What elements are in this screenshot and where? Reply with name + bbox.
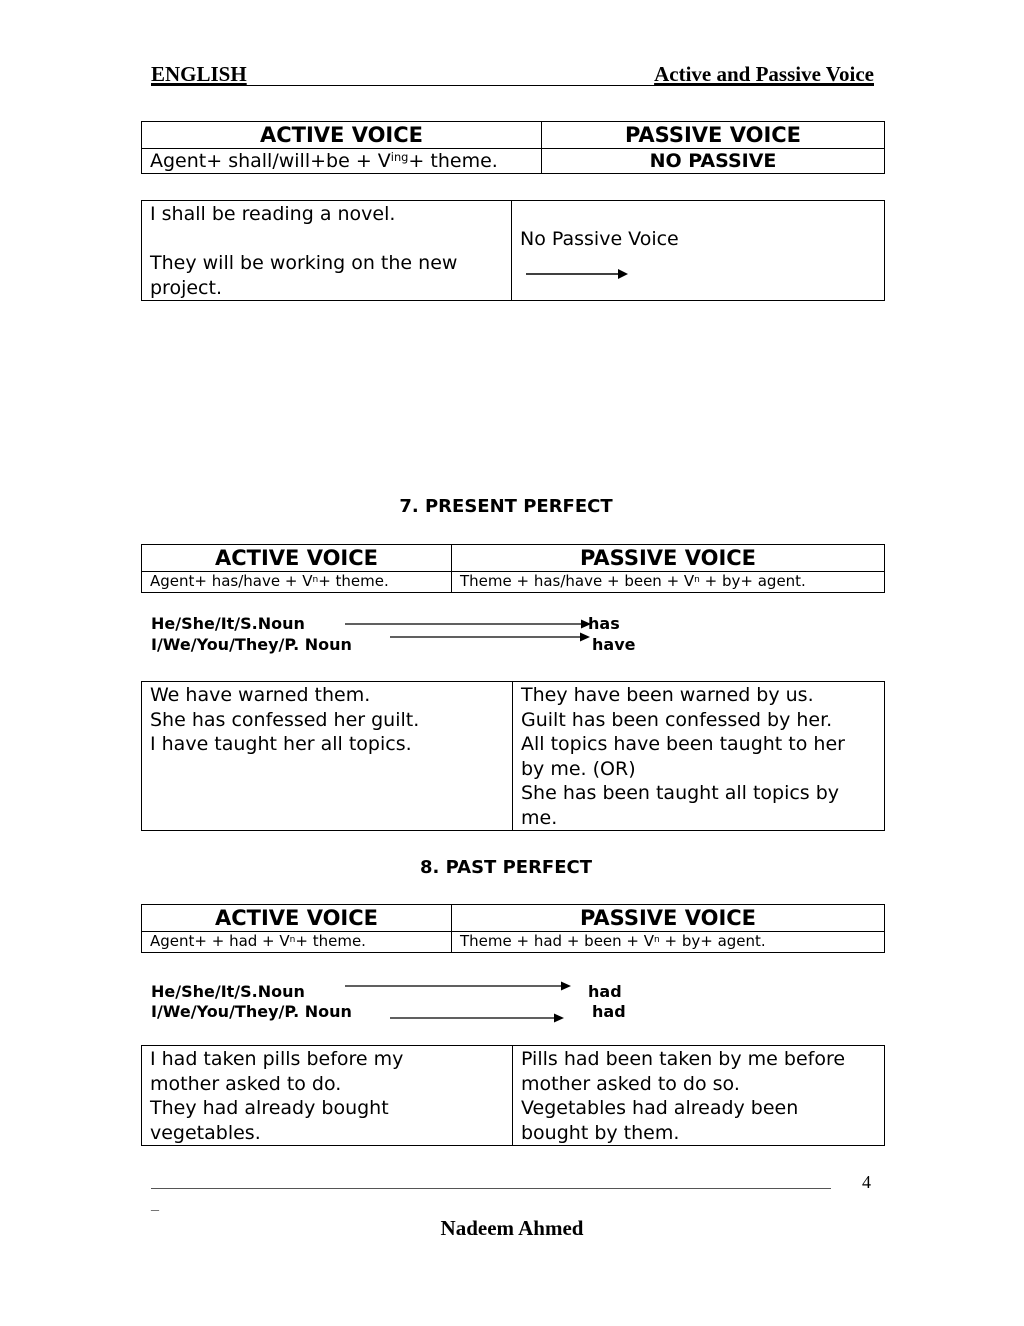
map-verb-singular: has	[588, 614, 620, 633]
example-line: by me. (OR)	[521, 757, 636, 780]
header-topic: Active and Passive Voice	[654, 62, 874, 86]
arrow-right-icon	[390, 1010, 564, 1026]
passive-formula: NO PASSIVE	[542, 149, 885, 174]
example-line: Guilt has been confessed by her.	[521, 708, 833, 731]
map-verb-plural: had	[592, 1002, 626, 1021]
example-line: I have taught her all topics.	[150, 733, 412, 755]
example-line: bought by them.	[521, 1121, 680, 1144]
arrow-right-icon	[520, 266, 630, 282]
example-line: Vegetables had already been	[521, 1097, 799, 1119]
no-passive-text: No Passive Voice	[520, 228, 679, 250]
example-line: They will be working on the new	[150, 252, 458, 274]
example-line: project.	[150, 276, 222, 299]
author-name: Nadeem Ahmed	[440, 1216, 584, 1240]
example-line: I shall be reading a novel.	[150, 203, 396, 225]
active-formula: Agent+ shall/will+be + $V^{ing}+$ theme.	[142, 149, 542, 174]
example-line: I had taken pills before my	[150, 1048, 404, 1070]
future-continuous-examples-table	[141, 200, 885, 301]
active-examples	[142, 201, 512, 301]
header-rule	[151, 85, 874, 86]
example-line: mother asked to do so.	[521, 1072, 740, 1095]
active-voice-heading: ACTIVE VOICE	[142, 122, 542, 149]
example-line: Pills had been taken by me before	[521, 1048, 846, 1070]
passive-examples	[512, 201, 885, 301]
map-subject-singular: He/She/It/S.Noun	[151, 982, 305, 1001]
example-line: mother asked to do.	[150, 1072, 342, 1095]
past-perfect-formula-table	[141, 904, 885, 953]
section-title-present-perfect: 7. PRESENT PERFECT	[399, 496, 613, 517]
present-perfect-examples-table	[141, 681, 885, 831]
example-line: She has confessed her guilt.	[150, 708, 420, 731]
arrow-right-icon	[390, 629, 590, 645]
footer-dash: _	[151, 1196, 159, 1213]
page-number: 4	[862, 1172, 871, 1192]
example-line: They had already bought	[150, 1097, 389, 1119]
example-line: They have been warned by us.	[521, 684, 814, 706]
arrow-right-icon	[345, 978, 571, 994]
past-perfect-examples-table	[141, 1045, 885, 1146]
footer-rule	[151, 1188, 831, 1189]
passive-voice-heading: PASSIVE VOICE	[452, 905, 885, 932]
example-line: She has been taught all topics by	[521, 782, 840, 804]
passive-formula: Theme + has/have + been + $V^n + by+$ agent.	[452, 572, 885, 593]
map-subject-plural: I/We/You/They/P. Noun	[151, 1002, 352, 1021]
passive-voice-heading: PASSIVE VOICE	[452, 545, 885, 572]
example-line: We have warned them.	[150, 684, 371, 706]
map-subject-singular: He/She/It/S.Noun	[151, 614, 305, 633]
header-subject: ENGLISH	[151, 62, 247, 86]
map-subject-plural: I/We/You/They/P. Noun	[151, 635, 352, 654]
future-continuous-formula-table	[141, 121, 885, 174]
active-voice-heading: ACTIVE VOICE	[142, 545, 452, 572]
map-verb-plural: have	[592, 635, 636, 654]
active-formula: Agent+ has/have + $V^n+$ theme.	[142, 572, 452, 593]
active-voice-heading: ACTIVE VOICE	[142, 905, 452, 932]
example-line: All topics have been taught to her	[521, 733, 845, 755]
passive-formula: Theme + had + been + $V^n + by+$ agent.	[452, 932, 885, 953]
passive-examples	[513, 682, 885, 831]
active-examples	[142, 1046, 513, 1146]
active-formula: Agent+ + had + $V^n+$ theme.	[142, 932, 452, 953]
section-title-past-perfect: 8. PAST PERFECT	[419, 857, 593, 878]
active-examples	[142, 682, 513, 831]
example-line: vegetables.	[150, 1121, 261, 1144]
passive-voice-heading: PASSIVE VOICE	[542, 122, 885, 149]
present-perfect-formula-table	[141, 544, 885, 593]
example-line: me.	[521, 806, 558, 829]
passive-examples	[513, 1046, 885, 1146]
map-verb-singular: had	[588, 982, 622, 1001]
